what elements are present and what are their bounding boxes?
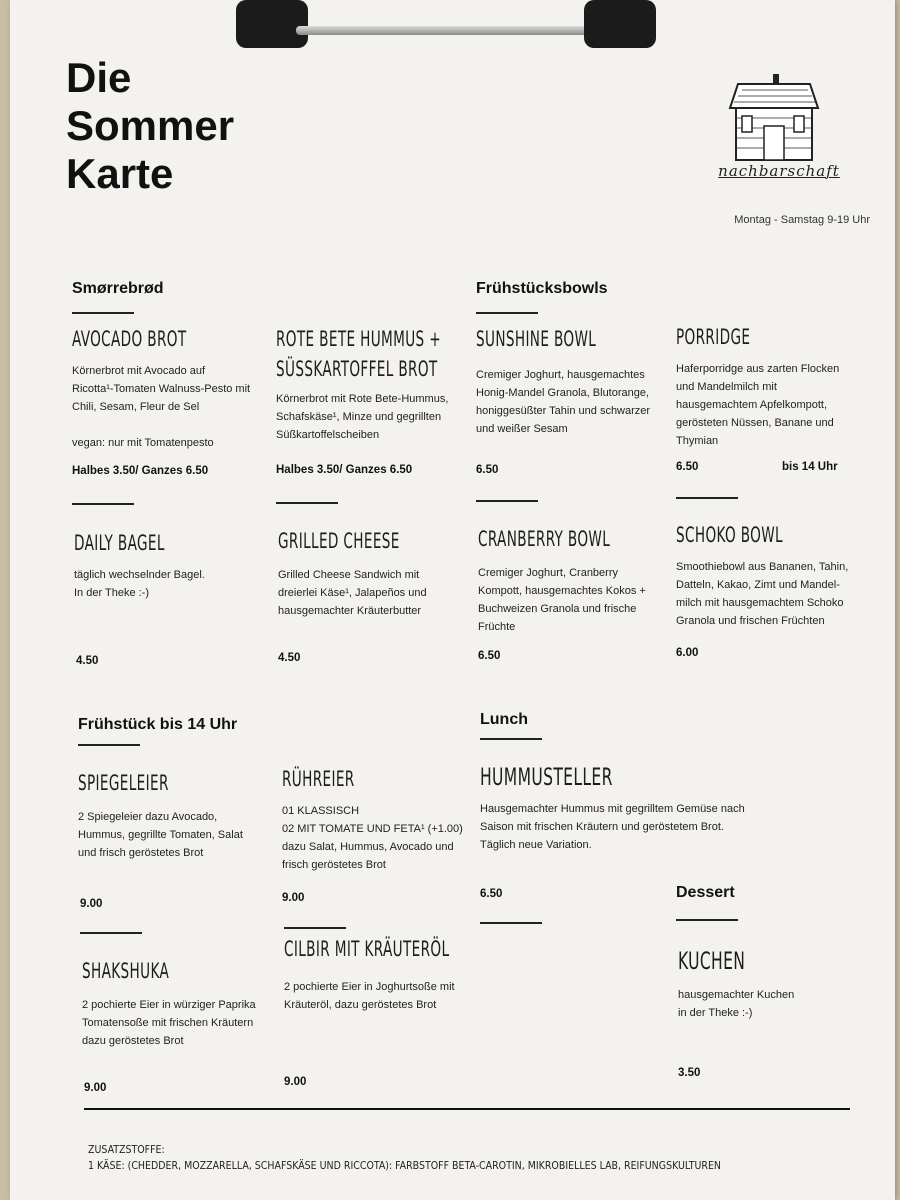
- section-title-dessert: Dessert: [676, 884, 735, 901]
- section-rule: [676, 919, 738, 921]
- item-name: SUNSHINE BOWL: [476, 327, 597, 351]
- menu-title: [66, 54, 234, 198]
- item-description: Haferporridge aus zarten Flocken und Mandelmilch mit hausgemachtem Apfelkompott, gerösteten Nüssen, Banane und Thymian: [676, 363, 840, 447]
- item-description: Körnerbrot mit Rote Bete-Hummus, Schafskäse¹, Minze und gegrillten Süßkartoffelscheiben: [276, 393, 449, 441]
- item-divider: [476, 500, 538, 502]
- section-title-lunch: Lunch: [480, 711, 528, 728]
- menu-item-ruehreier: [282, 764, 467, 874]
- menu-item-kuchen: [678, 946, 863, 1022]
- item-price: 4.50: [278, 652, 301, 664]
- item-price: Halbes 3.50/ Ganzes 6.50: [72, 465, 209, 477]
- item-name: ROTE BETE HUMMUS + SÜSSKARTOFFEL BROT: [276, 327, 441, 381]
- section-rule: [72, 312, 134, 314]
- item-description: Smoothiebowl aus Bananen, Tahin, Datteln, Kakao, Zimt und Mandel- milch mit hausgemachtem Schoko Granola und frischen Früchten: [676, 561, 849, 627]
- menu-item-avocado-brot: [72, 324, 257, 452]
- nachbarschaft-logo: [698, 72, 860, 192]
- item-description: Hausgemachter Hummus mit gegrilltem Gemüse nach Saison mit frischen Kräutern und geröstetem Brot. Täglich neue Variation.: [480, 803, 745, 851]
- section-title-breakfast: Frühstück bis 14 Uhr: [78, 716, 238, 733]
- item-divider: [676, 497, 738, 499]
- item-name: GRILLED CHEESE: [278, 529, 400, 553]
- logo-text: nachbarschaft: [718, 162, 840, 180]
- item-price: 6.00: [676, 647, 699, 659]
- menu-item-porridge: [676, 322, 861, 450]
- item-description: Cremiger Joghurt, hausgemachtes Honig-Mandel Granola, Blutorange, honiggesüßter Tahin und schwarzer und weißer Sesam: [476, 369, 651, 435]
- item-description: 2 Spiegeleier dazu Avocado, Hummus, gegrillte Tomaten, Salat und frisch geröstetes Brot: [78, 811, 243, 859]
- item-name: SCHOKO BOWL: [676, 523, 783, 547]
- section-title-bowls: Frühstücksbowls: [476, 280, 608, 297]
- item-name: SHAKSHUKA: [82, 959, 170, 983]
- menu-item-sunshine-bowl: [476, 324, 661, 438]
- item-description: täglich wechselnder Bagel. In der Theke :-): [74, 569, 205, 599]
- item-divider: [276, 502, 338, 504]
- menu-item-rote-bete-hummus: [276, 324, 461, 444]
- item-name: PORRIDGE: [676, 325, 751, 349]
- title-line-3: Karte: [66, 150, 174, 197]
- clip-bar: [296, 26, 601, 35]
- item-availability-note: bis 14 Uhr: [782, 461, 838, 473]
- item-price: 6.50: [478, 650, 501, 662]
- opening-hours: Montag - Samstag 9-19 Uhr: [734, 214, 870, 226]
- clip-grip-left: [236, 0, 308, 48]
- footer-divider: [84, 1108, 850, 1110]
- menu-item-grilled-cheese: [278, 526, 463, 620]
- item-divider: [480, 922, 542, 924]
- item-divider: [72, 503, 134, 505]
- item-divider: [80, 932, 142, 934]
- section-rule: [78, 744, 140, 746]
- menu-item-schoko-bowl: [676, 520, 861, 630]
- section-title-smorrebrod: Smørrebrød: [72, 280, 164, 297]
- additives-text: 1 KÄSE: (CHEDDER, MOZZARELLA, SCHAFSKÄSE UND RICCOTA): FARBSTOFF BETA-CAROTIN, MIKROBIELLES LAB, REIFUNGSKULTUREN: [88, 1160, 721, 1172]
- item-name: CRANBERRY BOWL: [478, 527, 611, 551]
- item-price: 9.00: [80, 898, 103, 910]
- item-description: 2 pochierte Eier in Joghurtsoße mit Kräuteröl, dazu geröstetes Brot: [284, 981, 455, 1011]
- menu-item-shakshuka: [82, 956, 267, 1050]
- item-description: Körnerbrot mit Avocado auf Ricotta¹-Tomaten Walnuss-Pesto mit Chili, Sesam, Fleur de Sel vegan: nur mit Tomatenpesto: [72, 365, 251, 449]
- item-price: 6.50: [480, 888, 503, 900]
- menu-item-cilbir: [284, 934, 469, 1014]
- menu-item-hummusteller: [480, 762, 780, 854]
- item-price: 4.50: [76, 655, 99, 667]
- item-description: hausgemachter Kuchen in der Theke :-): [678, 989, 795, 1019]
- item-name: SPIEGELEIER: [78, 771, 169, 795]
- item-name: RÜHREIER: [282, 767, 355, 791]
- item-price: Halbes 3.50/ Ganzes 6.50: [276, 464, 413, 476]
- item-name: AVOCADO BROT: [72, 327, 187, 351]
- item-price: 9.00: [284, 1076, 307, 1088]
- item-name: HUMMUSTELLER: [480, 763, 613, 791]
- item-name: KUCHEN: [678, 947, 746, 975]
- item-name: CILBIR MIT KRÄUTERÖL: [284, 937, 450, 961]
- additives-note: [88, 1142, 868, 1174]
- item-description: 01 KLASSISCH 02 MIT TOMATE UND FETA¹ (+1.00) dazu Salat, Hummus, Avocado und frisch geröstetes Brot: [282, 805, 463, 871]
- title-line-1: Die: [66, 54, 132, 101]
- item-description: Grilled Cheese Sandwich mit dreierlei Käse¹, Jalapeños und hausgemachter Kräuterbutter: [278, 569, 427, 617]
- title-line-2: Sommer: [66, 102, 235, 149]
- additives-heading: ZUSATZSTOFFE:: [88, 1144, 165, 1156]
- item-divider: [284, 927, 346, 929]
- menu-item-spiegeleier: [78, 768, 263, 862]
- section-rule: [476, 312, 538, 314]
- item-name: DAILY BAGEL: [74, 531, 165, 555]
- house-icon: [698, 72, 860, 162]
- item-price: 3.50: [678, 1067, 701, 1079]
- menu-item-daily-bagel: [74, 528, 259, 602]
- item-description: Cremiger Joghurt, Cranberry Kompott, hausgemachtes Kokos + Buchweizen Granola und frische Früchte: [478, 567, 646, 633]
- clipboard-clip: [236, 0, 661, 50]
- menu-item-cranberry-bowl: [478, 524, 663, 636]
- item-price: 9.00: [84, 1082, 107, 1094]
- item-price: 6.50: [476, 464, 499, 476]
- item-price: 9.00: [282, 892, 305, 904]
- section-rule: [480, 738, 542, 740]
- item-description: 2 pochierte Eier in würziger Paprika Tomatensoße mit frischen Kräutern dazu geröstetes Brot: [82, 999, 256, 1047]
- clip-grip-right: [584, 0, 656, 48]
- item-price: 6.50: [676, 461, 699, 473]
